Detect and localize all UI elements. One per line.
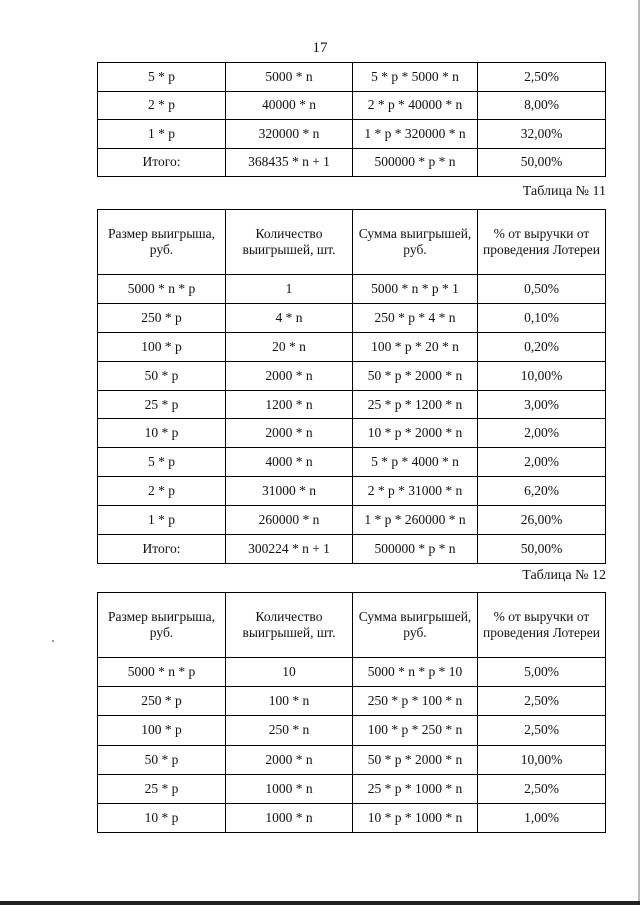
table-row bbox=[98, 63, 606, 92]
prize-size-cell: 50 * р bbox=[98, 745, 226, 774]
revenue-percent-cell: 6,20% bbox=[478, 477, 606, 506]
revenue-percent-cell: 50,00% bbox=[478, 535, 606, 564]
prize-size-cell: 2 * р bbox=[98, 477, 226, 506]
column-header: % от выручки от проведения Лотереи bbox=[478, 210, 606, 275]
table-row bbox=[98, 120, 606, 149]
prize-count-cell: 1000 * n bbox=[226, 774, 353, 803]
revenue-percent-cell: 26,00% bbox=[478, 506, 606, 535]
prize-sum-cell: 250 * р * 4 * n bbox=[353, 303, 478, 332]
table-12-caption: Таблица № 12 bbox=[522, 568, 606, 583]
revenue-percent-cell: 2,50% bbox=[478, 687, 606, 716]
total-label-cell: Итого: bbox=[98, 148, 226, 177]
prize-count-cell: 100 * n bbox=[226, 687, 353, 716]
prize-sum-cell: 25 * р * 1200 * n bbox=[353, 390, 478, 419]
column-header: Количество выигрышей, шт. bbox=[226, 210, 353, 275]
prize-size-cell: 25 * р bbox=[98, 774, 226, 803]
prize-sum-cell: 50 * р * 2000 * n bbox=[353, 745, 478, 774]
prize-size-cell: 5000 * n * р bbox=[98, 658, 226, 687]
prize-size-cell: 50 * р bbox=[98, 361, 226, 390]
prize-sum-cell: 10 * р * 2000 * n bbox=[353, 419, 478, 448]
prize-size-cell: 1 * р bbox=[98, 120, 226, 149]
prize-size-cell: 5000 * n * р bbox=[98, 275, 226, 304]
prize-sum-cell: 25 * р * 1000 * n bbox=[353, 774, 478, 803]
table-row bbox=[98, 687, 606, 716]
revenue-percent-cell: 0,10% bbox=[478, 303, 606, 332]
prize-size-cell: 10 * р bbox=[98, 803, 226, 832]
column-header: Сумма выигрышей, руб. bbox=[353, 593, 478, 658]
prize-count-cell: 250 * n bbox=[226, 716, 353, 745]
revenue-percent-cell: 10,00% bbox=[478, 745, 606, 774]
revenue-percent-cell: 10,00% bbox=[478, 361, 606, 390]
prize-sum-cell: 5000 * n * р * 10 bbox=[353, 658, 478, 687]
prize-count-cell: 320000 * n bbox=[226, 120, 353, 149]
table-row bbox=[98, 716, 606, 745]
prize-count-cell: 31000 * n bbox=[226, 477, 353, 506]
prize-sum-cell: 500000 * р * n bbox=[353, 148, 478, 177]
table-row bbox=[98, 303, 606, 332]
prize-sum-cell: 5000 * n * р * 1 bbox=[353, 275, 478, 304]
table-row bbox=[98, 419, 606, 448]
prize-size-cell: 250 * р bbox=[98, 303, 226, 332]
revenue-percent-cell: 8,00% bbox=[478, 91, 606, 120]
revenue-percent-cell: 0,20% bbox=[478, 332, 606, 361]
prize-count-cell: 2000 * n bbox=[226, 419, 353, 448]
scan-edge-bottom bbox=[0, 901, 640, 905]
prize-table-12 bbox=[97, 592, 606, 833]
scan-speck bbox=[52, 640, 54, 642]
prize-count-cell: 10 bbox=[226, 658, 353, 687]
revenue-percent-cell: 2,50% bbox=[478, 63, 606, 92]
column-header: Сумма выигрышей, руб. bbox=[353, 210, 478, 275]
prize-sum-cell: 10 * р * 1000 * n bbox=[353, 803, 478, 832]
prize-table-continued bbox=[97, 62, 606, 177]
column-header: Размер выигрыша, руб. bbox=[98, 210, 226, 275]
table-header-row bbox=[98, 593, 606, 658]
total-row bbox=[98, 535, 606, 564]
table-row bbox=[98, 361, 606, 390]
revenue-percent-cell: 1,00% bbox=[478, 803, 606, 832]
prize-sum-cell: 50 * р * 2000 * n bbox=[353, 361, 478, 390]
table-row bbox=[98, 91, 606, 120]
prize-size-cell: 1 * р bbox=[98, 506, 226, 535]
prize-count-cell: 40000 * n bbox=[226, 91, 353, 120]
prize-count-cell: 4 * n bbox=[226, 303, 353, 332]
revenue-percent-cell: 2,00% bbox=[478, 448, 606, 477]
table-row bbox=[98, 390, 606, 419]
prize-count-cell: 1 bbox=[226, 275, 353, 304]
prize-size-cell: 100 * р bbox=[98, 716, 226, 745]
prize-sum-cell: 2 * р * 40000 * n bbox=[353, 91, 478, 120]
prize-size-cell: 5 * р bbox=[98, 448, 226, 477]
prize-size-cell: 250 * р bbox=[98, 687, 226, 716]
table-row bbox=[98, 332, 606, 361]
prize-count-cell: 1000 * n bbox=[226, 803, 353, 832]
table-row bbox=[98, 506, 606, 535]
prize-count-cell: 2000 * n bbox=[226, 745, 353, 774]
column-header: % от выручки от проведения Лотереи bbox=[478, 593, 606, 658]
prize-sum-cell: 100 * р * 20 * n bbox=[353, 332, 478, 361]
prize-count-cell: 368435 * n + 1 bbox=[226, 148, 353, 177]
prize-sum-cell: 1 * р * 320000 * n bbox=[353, 120, 478, 149]
prize-sum-cell: 250 * р * 100 * n bbox=[353, 687, 478, 716]
table-header-row bbox=[98, 210, 606, 275]
prize-size-cell: 25 * р bbox=[98, 390, 226, 419]
prize-count-cell: 20 * n bbox=[226, 332, 353, 361]
prize-count-cell: 4000 * n bbox=[226, 448, 353, 477]
prize-table-11 bbox=[97, 209, 606, 564]
revenue-percent-cell: 0,50% bbox=[478, 275, 606, 304]
table-row bbox=[98, 803, 606, 832]
revenue-percent-cell: 32,00% bbox=[478, 120, 606, 149]
prize-sum-cell: 1 * р * 260000 * n bbox=[353, 506, 478, 535]
table-row bbox=[98, 448, 606, 477]
table-row bbox=[98, 275, 606, 304]
table-row bbox=[98, 658, 606, 687]
prize-count-cell: 300224 * n + 1 bbox=[226, 535, 353, 564]
prize-size-cell: 5 * р bbox=[98, 63, 226, 92]
prize-count-cell: 260000 * n bbox=[226, 506, 353, 535]
prize-size-cell: 100 * р bbox=[98, 332, 226, 361]
total-row bbox=[98, 148, 606, 177]
table-row bbox=[98, 774, 606, 803]
revenue-percent-cell: 2,00% bbox=[478, 419, 606, 448]
prize-count-cell: 2000 * n bbox=[226, 361, 353, 390]
page-number: 17 bbox=[312, 40, 328, 56]
prize-sum-cell: 500000 * р * n bbox=[353, 535, 478, 564]
prize-size-cell: 2 * р bbox=[98, 91, 226, 120]
table-row bbox=[98, 745, 606, 774]
prize-size-cell: 10 * р bbox=[98, 419, 226, 448]
total-label-cell: Итого: bbox=[98, 535, 226, 564]
prize-count-cell: 5000 * n bbox=[226, 63, 353, 92]
revenue-percent-cell: 5,00% bbox=[478, 658, 606, 687]
revenue-percent-cell: 2,50% bbox=[478, 716, 606, 745]
prize-sum-cell: 100 * р * 250 * n bbox=[353, 716, 478, 745]
table-11-caption: Таблица № 11 bbox=[522, 184, 606, 199]
prize-count-cell: 1200 * n bbox=[226, 390, 353, 419]
revenue-percent-cell: 50,00% bbox=[478, 148, 606, 177]
revenue-percent-cell: 2,50% bbox=[478, 774, 606, 803]
prize-sum-cell: 2 * р * 31000 * n bbox=[353, 477, 478, 506]
column-header: Количество выигрышей, шт. bbox=[226, 593, 353, 658]
table-row bbox=[98, 477, 606, 506]
prize-sum-cell: 5 * р * 5000 * n bbox=[353, 63, 478, 92]
revenue-percent-cell: 3,00% bbox=[478, 390, 606, 419]
column-header: Размер выигрыша, руб. bbox=[98, 593, 226, 658]
prize-sum-cell: 5 * р * 4000 * n bbox=[353, 448, 478, 477]
